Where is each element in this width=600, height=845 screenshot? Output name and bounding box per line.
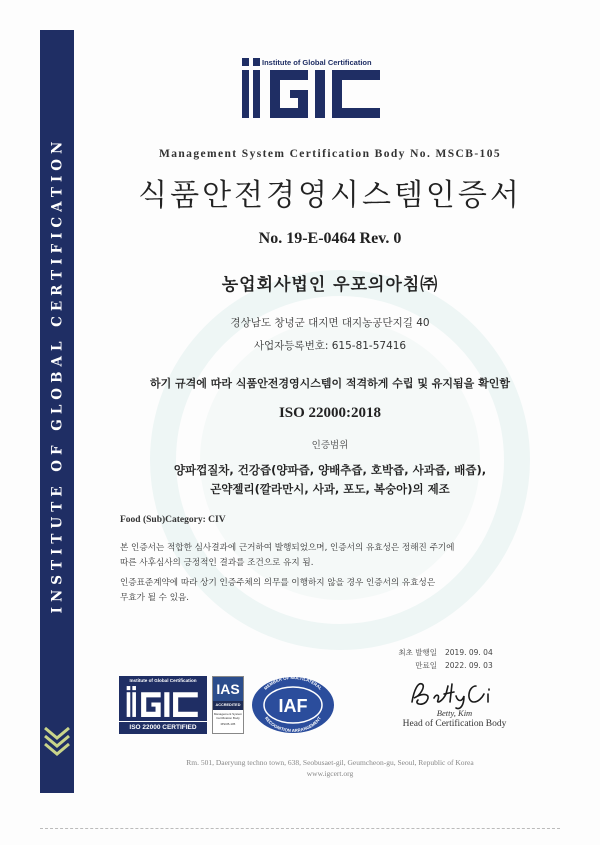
statement-text: 하기 규격에 따라 식품안전경영시스템이 적격하게 수립 및 유지됨을 확인함 — [149, 377, 511, 390]
dates-block — [392, 646, 512, 672]
signer-name: Betty, Kim — [436, 708, 473, 718]
sidebar-text-container — [40, 30, 74, 720]
iaf-brand: IAF — [278, 696, 308, 716]
body-number: Management System Certification Body No. MSCB-105 — [158, 148, 501, 160]
ias-accredited-badge — [212, 676, 244, 734]
validity-note — [120, 541, 520, 571]
scope-line-1: 양파껍질차, 건강즙(양파즙, 양배추즙, 호박즙, 사과즙, 배즙), — [173, 463, 487, 477]
contract-note — [120, 576, 520, 606]
footer-address: Rm. 501, Daeryung techno town, 638, Seobusaet-gil, Geumcheon-gu, Seoul, Republic of Korea — [186, 758, 474, 767]
scope-text — [90, 461, 570, 499]
contract-note-line-2: 무효가 될 수 있음. — [120, 593, 190, 603]
footer-url: www.igcert.org — [306, 769, 354, 778]
scope-label: 인증범위 — [311, 440, 349, 451]
scope-line-2: 곤약젤리(깔라만시, 사과, 포도, 복숭아)의 제조 — [210, 482, 450, 496]
iaf-mla-badge-icon — [250, 675, 336, 735]
igc-badge-footer: ISO 22000 CERTIFIED — [119, 721, 207, 734]
company-name: 농업회사법인 우포의아침㈜ — [221, 275, 439, 295]
first-issue-label: 최초 발행일 — [398, 648, 437, 657]
handwritten-signature — [400, 672, 510, 712]
signer-block — [392, 708, 517, 729]
expiry-label: 만료일 — [415, 661, 437, 670]
iaf-ring-bottom-text: RECOGNITION ARRANGEMENT — [263, 715, 323, 734]
food-category: Food (Sub)Category: CIV — [120, 515, 226, 525]
validity-note-line-2: 따른 사후심사의 긍정적인 결과를 조건으로 유지 됨. — [120, 558, 314, 568]
igc-badge-caption: Institute of Global Certification — [129, 678, 197, 683]
expiry-date: 2022. 09. 03 — [445, 661, 493, 670]
certificate-number: No. 19-E-0464 Rev. 0 — [258, 230, 402, 247]
signer-title: Head of Certification Body — [402, 719, 507, 729]
ias-brand: IAS — [213, 677, 243, 701]
company-address: 경상남도 창녕군 대지면 대지농공단지길 40 — [230, 317, 430, 329]
igc-badge-logo-icon — [125, 685, 201, 719]
iaf-ring-top-text: MEMBER OF MULTILATERAL — [262, 675, 324, 691]
standard-name: ISO 22000:2018 — [278, 405, 382, 421]
logo-caption: Institute of Global Certification — [262, 58, 372, 67]
igc-certified-badge — [119, 676, 207, 734]
bottom-divider — [40, 828, 560, 829]
sidebar-vertical-text: INSTITUTE OF GLOBAL CERTIFICATION — [49, 136, 65, 614]
validity-note-line-1: 본 인증서는 적합한 심사결과에 근거하여 발행되었으며, 인증서의 유효성은 정해진 주기에 — [120, 543, 455, 553]
contract-note-line-1: 인증표준계약에 따라 상기 인증주체의 의무를 이행하지 않을 경우 인증서의 유효성은 — [120, 578, 436, 588]
first-issue-date: 2019. 09. 04 — [445, 648, 493, 657]
footer — [90, 757, 570, 779]
business-number: 사업자등록번호: 615-81-57416 — [253, 340, 407, 352]
certificate-title: 식품안전경영시스템인증서 — [138, 178, 522, 213]
ias-accredited-label: ACCREDITED — [213, 701, 243, 710]
chevron-decoration-icon — [40, 720, 74, 760]
ias-small-text: Management System Certification Body — [213, 712, 243, 720]
ias-code: MSCB-105 — [220, 722, 236, 726]
